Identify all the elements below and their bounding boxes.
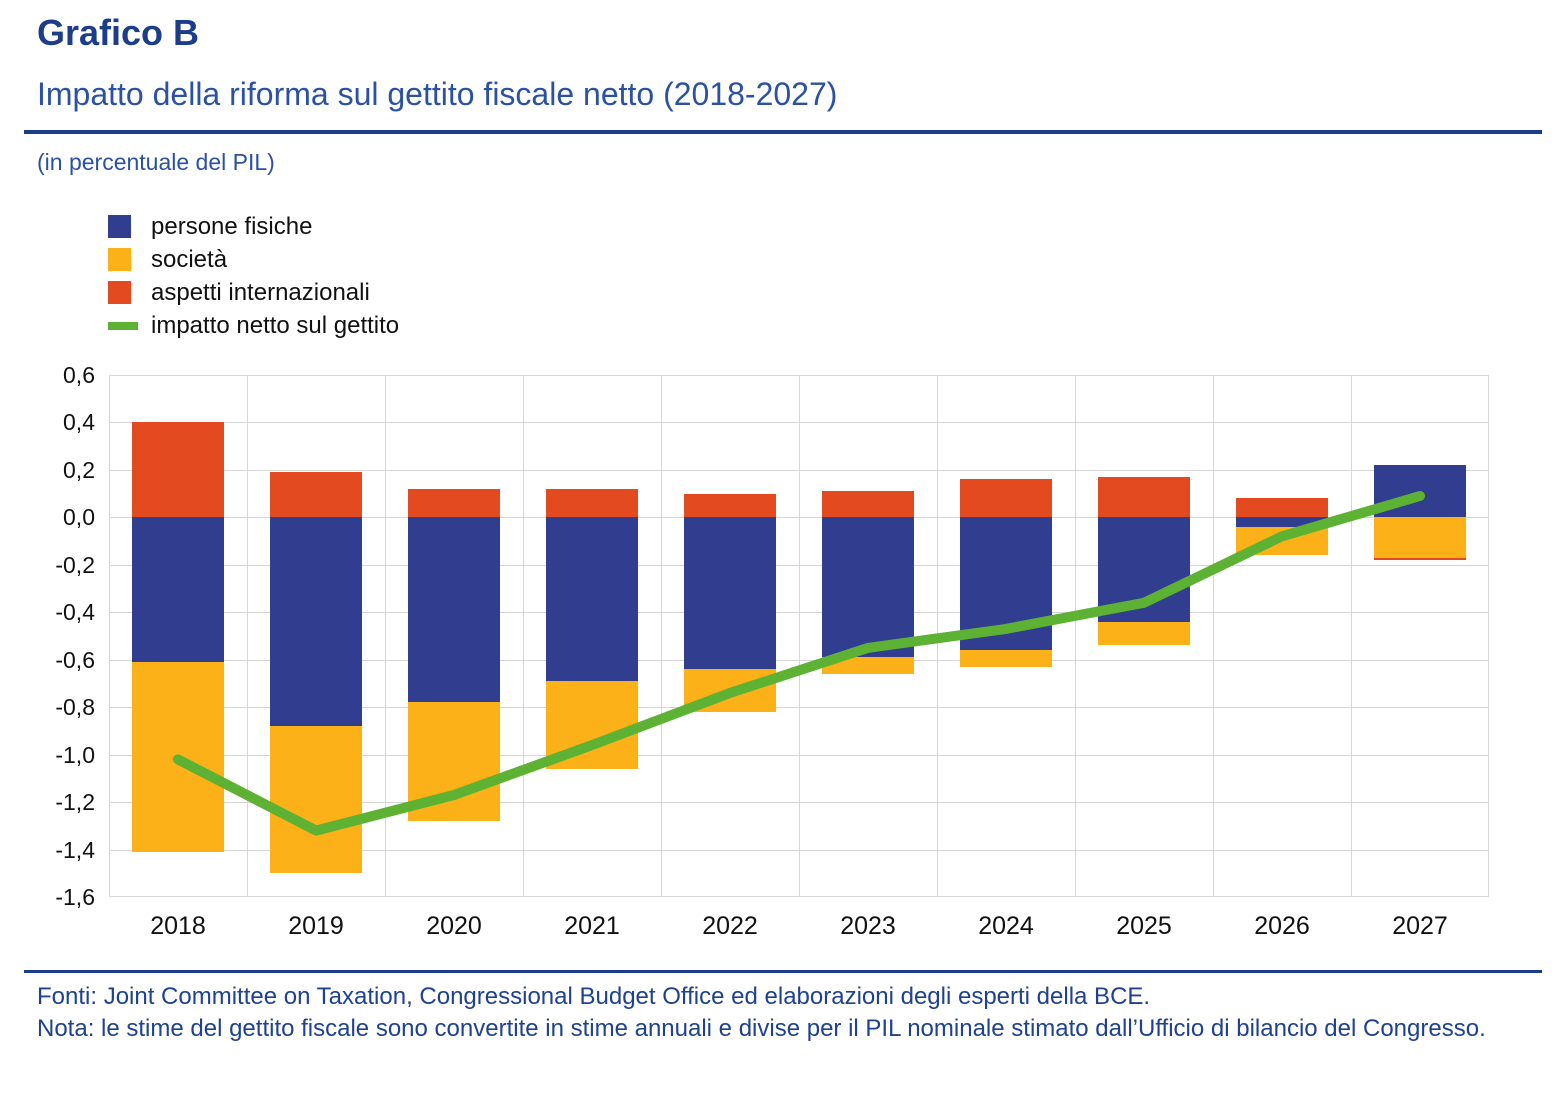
green-line-swatch-icon: [108, 322, 138, 330]
y-tick-label: 0,2: [63, 457, 95, 483]
y-tick-label: -0,6: [55, 647, 95, 673]
yellow-square-swatch-icon: [108, 248, 131, 271]
legend-item-impatto-netto: [108, 311, 400, 339]
x-tick-label-2022: 2022: [702, 912, 758, 940]
legend-chip-box: [108, 248, 142, 271]
y-tick-label: -1,0: [55, 742, 95, 768]
x-tick-label-2020: 2020: [426, 912, 482, 940]
x-tick-label-2025: 2025: [1116, 912, 1172, 940]
x-tick-label-2021: 2021: [564, 912, 620, 940]
legend-label: aspetti internazionali: [151, 278, 370, 306]
net-impact-line-layer: [109, 375, 1489, 897]
page-title: Grafico B: [37, 12, 200, 53]
header-divider: [24, 130, 1542, 134]
legend-chip-box: [108, 281, 142, 304]
methodology-note: Nota: le stime del gettito fiscale sono convertite in stime annuali e divise per il PIL nominale stimato dall’Ufficio di bilancio del Congresso.: [37, 1015, 1486, 1042]
legend-label: impatto netto sul gettito: [151, 311, 400, 339]
y-tick-label: -1,4: [55, 837, 95, 863]
y-tick-label: -0,8: [55, 694, 95, 720]
legend-item-aspetti-internazionali: [108, 278, 399, 306]
blue-square-swatch-icon: [108, 215, 131, 238]
y-tick-label: 0,6: [63, 362, 95, 388]
red-square-swatch-icon: [108, 281, 131, 304]
legend-item-societa: [108, 245, 399, 273]
chart-subtitle: Impatto della riforma sul gettito fiscale netto (2018-2027): [37, 76, 838, 112]
unit-note: (in percentuale del PIL): [37, 149, 275, 175]
chart-legend: [108, 212, 400, 339]
y-tick-label: -0,4: [55, 599, 95, 625]
y-tick-label: -1,6: [55, 884, 95, 910]
x-tick-label-2027: 2027: [1392, 912, 1448, 940]
x-tick-label-2023: 2023: [840, 912, 896, 940]
plot-area: [109, 375, 1489, 897]
legend-chip-box: [108, 215, 142, 238]
legend-label: persone fisiche: [151, 212, 313, 240]
x-tick-label-2024: 2024: [978, 912, 1034, 940]
legend-label: società: [151, 245, 228, 273]
legend-chip-box: [108, 314, 142, 337]
y-tick-label: 0,0: [63, 504, 95, 530]
y-tick-label: 0,4: [63, 409, 95, 435]
source-note: Fonti: Joint Committee on Taxation, Congressional Budget Office ed elaborazioni degli esperti della BCE.: [37, 983, 1151, 1010]
net-impact-line: [178, 496, 1420, 831]
legend-item-persone-fisiche: [108, 212, 399, 240]
y-tick-label: -0,2: [55, 552, 95, 578]
y-tick-label: -1,2: [55, 789, 95, 815]
x-tick-label-2018: 2018: [150, 912, 206, 940]
x-tick-label-2026: 2026: [1254, 912, 1310, 940]
x-tick-label-2019: 2019: [288, 912, 344, 940]
footer-divider: [24, 970, 1542, 973]
